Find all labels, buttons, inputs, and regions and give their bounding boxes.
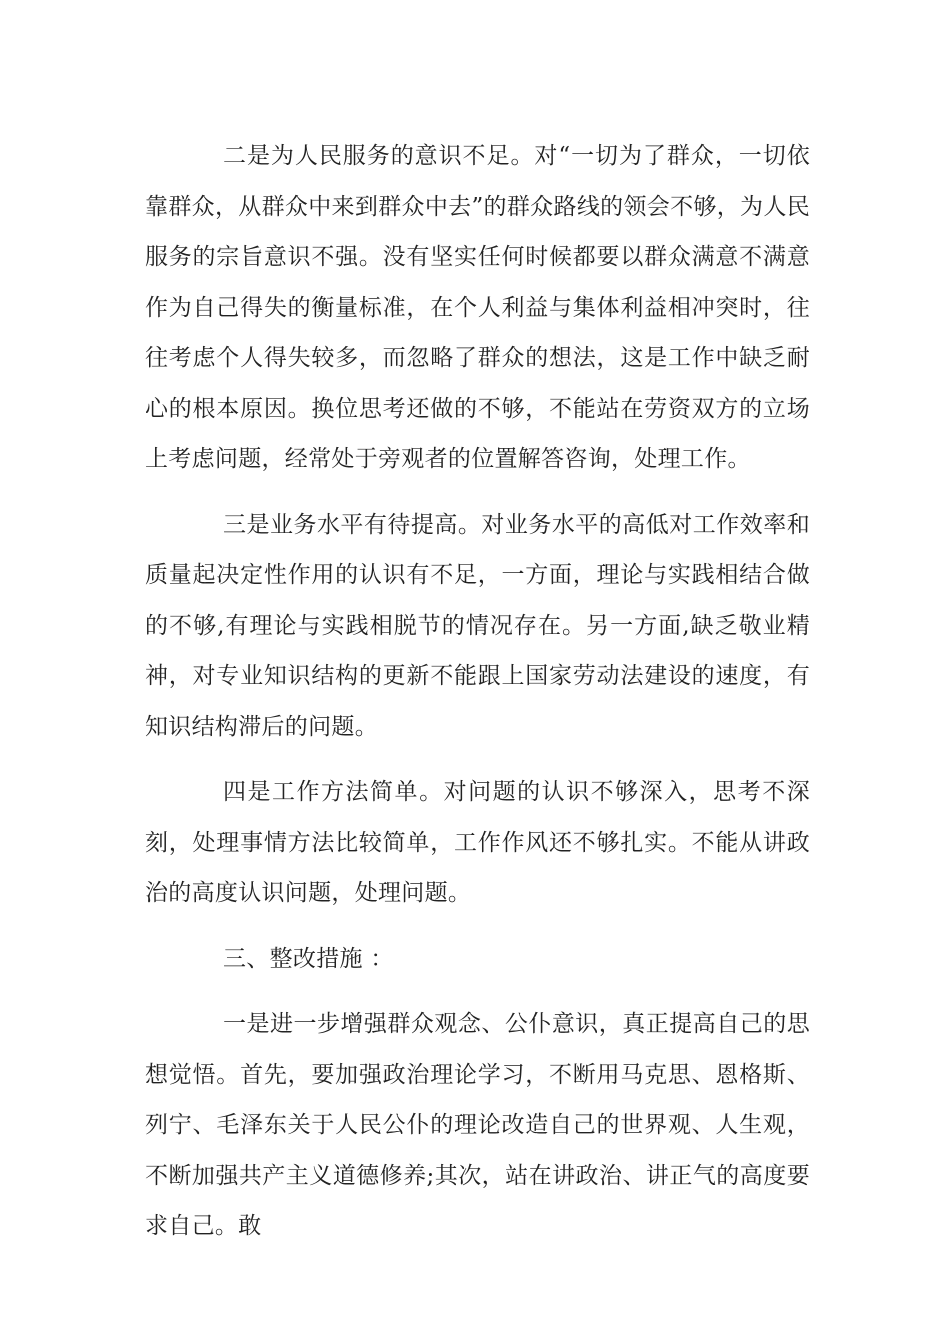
section-heading-rectification: 三、整改措施 ： <box>223 945 394 972</box>
document-body <box>145 131 810 1267</box>
paragraph-measure-one: 一是进一步增强群众观念、公仆意识，真正提高自己的思想觉悟。首先，要加强政治理论学习，不断用马克思、恩格斯、列宁、毛泽东关于人民公仆的理论改造自己的世界观、人生观，不断加强共产主义道德修养;其次，站在讲政治、讲正气的高度要求自己。敢 <box>145 1011 810 1239</box>
paragraph-business-level: 三是业务水平有待提高。对业务水平的高低对工作效率和质量起决定性作用的认识有不足，一方面，理论与实践相结合做的不够,有理论与实践相脱节的情况存在。另一方面,缺乏敬业精神，对专业知识结构的更新不能跟上国家劳动法建设的速度，有知识结构滞后的问题。 <box>145 511 810 740</box>
paragraph-work-method: 四是工作方法简单。对问题的认识不够深入，思考不深刻，处理事情方法比较简单，工作作风还不够扎实。不能从讲政治的高度认识问题，处理问题。 <box>145 779 810 906</box>
paragraph-service-awareness: 二是为人民服务的意识不足。对“一切为了群众，一切依靠群众，从群众中来到群众中去”的群众路线的领会不够，为人民服务的宗旨意识不强。没有坚实任何时候都要以群众满意不满意作为自己得失的衡量标准，在个人利益与集体利益相冲突时，往往考虑个人得失较多，而忽略了群众的想法，这是工作中缺乏耐心的根本原因。换位思考还做的不够，不能站在劳资双方的立场上考虑问题，经常处于旁观者的位置解答咨询，处理工作。 <box>145 143 810 472</box>
